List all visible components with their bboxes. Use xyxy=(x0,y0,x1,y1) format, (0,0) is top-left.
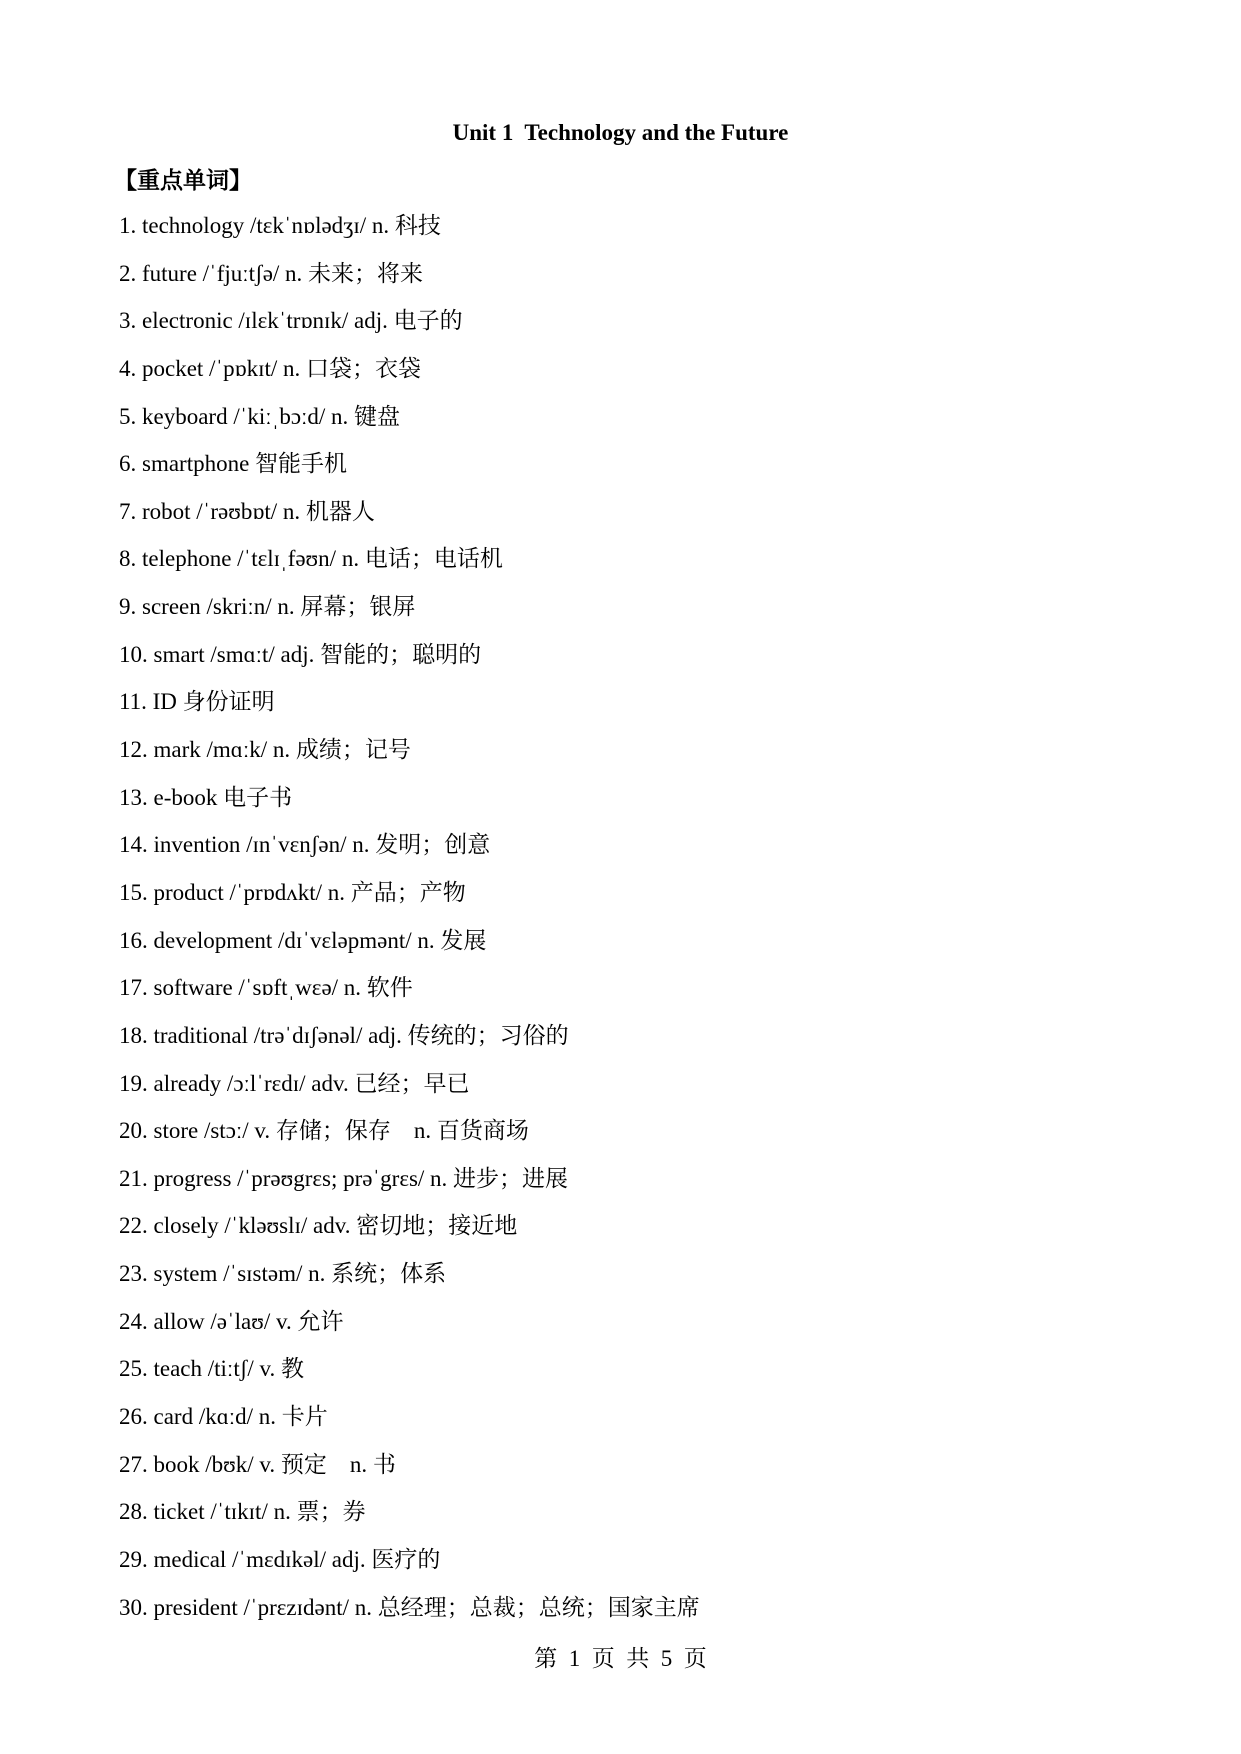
vocab-item: 16. development /dɪˈvɛləpmənt/ n. 发展 xyxy=(119,927,487,953)
vocab-item: 24. allow /əˈlaʊ/ v. 允许 xyxy=(119,1308,344,1334)
vocab-item: 19. already /ɔːlˈrɛdɪ/ adv. 已经；早已 xyxy=(119,1070,470,1096)
vocab-item: 8. telephone /ˈtɛlɪˌfəʊn/ n. 电话；电话机 xyxy=(119,546,503,572)
vocab-item: 7. robot /ˈrəʊbɒt/ n. 机器人 xyxy=(119,498,375,524)
vocab-item: 18. traditional /trəˈdɪʃənəl/ adj. 传统的；习俗的 xyxy=(119,1022,569,1048)
vocab-item: 25. teach /tiːtʃ/ v. 教 xyxy=(119,1356,305,1382)
vocab-item: 10. smart /smɑːt/ adj. 智能的；聪明的 xyxy=(119,641,482,667)
vocab-item: 12. mark /mɑːk/ n. 成绩；记号 xyxy=(119,737,411,763)
vocab-item: 28. ticket /ˈtɪkɪt/ n. 票；券 xyxy=(119,1499,366,1525)
vocab-item: 9. screen /skriːn/ n. 屏幕；银屏 xyxy=(119,594,416,620)
vocab-item: 29. medical /ˈmɛdɪkəl/ adj. 医疗的 xyxy=(119,1546,441,1572)
vocab-item: 30. president /ˈprɛzɪdənt/ n. 总经理；总裁；总统；国家主席 xyxy=(119,1594,700,1620)
vocab-item: 22. closely /ˈkləʊslɪ/ adv. 密切地；接近地 xyxy=(119,1213,518,1239)
vocab-item: 11. ID 身份证明 xyxy=(119,689,275,715)
vocab-item: 17. software /ˈsɒftˌwɛə/ n. 软件 xyxy=(119,975,413,1001)
vocab-list xyxy=(119,211,700,1640)
vocab-item: 14. invention /ɪnˈvɛnʃən/ n. 发明；创意 xyxy=(119,832,491,858)
vocab-item: 4. pocket /ˈpɒkɪt/ n. 口袋；衣袋 xyxy=(119,355,422,381)
page-title: Unit 1 Technology and the Future xyxy=(452,120,789,145)
vocab-item: 2. future /ˈfjuːtʃə/ n. 未来；将来 xyxy=(119,260,424,286)
vocab-item: 6. smartphone 智能手机 xyxy=(119,451,348,477)
vocab-item: 23. system /ˈsɪstəm/ n. 系统；体系 xyxy=(119,1261,447,1287)
vocab-item: 3. electronic /ɪlɛkˈtrɒnɪk/ adj. 电子的 xyxy=(119,308,463,334)
page-number-footer: 第 1 页 共 5 页 xyxy=(534,1646,707,1671)
vocab-item: 20. store /stɔː/ v. 存储；保存 n. 百货商场 xyxy=(119,1118,529,1144)
vocab-item: 27. book /bʊk/ v. 预定 n. 书 xyxy=(119,1451,396,1477)
vocab-item: 15. product /ˈprɒdʌkt/ n. 产品；产物 xyxy=(119,879,466,905)
vocab-item: 1. technology /tɛkˈnɒlədʒɪ/ n. 科技 xyxy=(119,213,441,238)
vocab-item: 26. card /kɑːd/ n. 卡片 xyxy=(119,1404,328,1430)
section-heading: 【重点单词】 xyxy=(114,168,252,193)
vocab-item: 13. e-book 电子书 xyxy=(119,784,293,810)
vocab-item: 5. keyboard /ˈkiːˌbɔːd/ n. 键盘 xyxy=(119,403,401,429)
vocab-item: 21. progress /ˈprəʊgrɛs; prəˈgrɛs/ n. 进步；进展 xyxy=(119,1165,569,1191)
